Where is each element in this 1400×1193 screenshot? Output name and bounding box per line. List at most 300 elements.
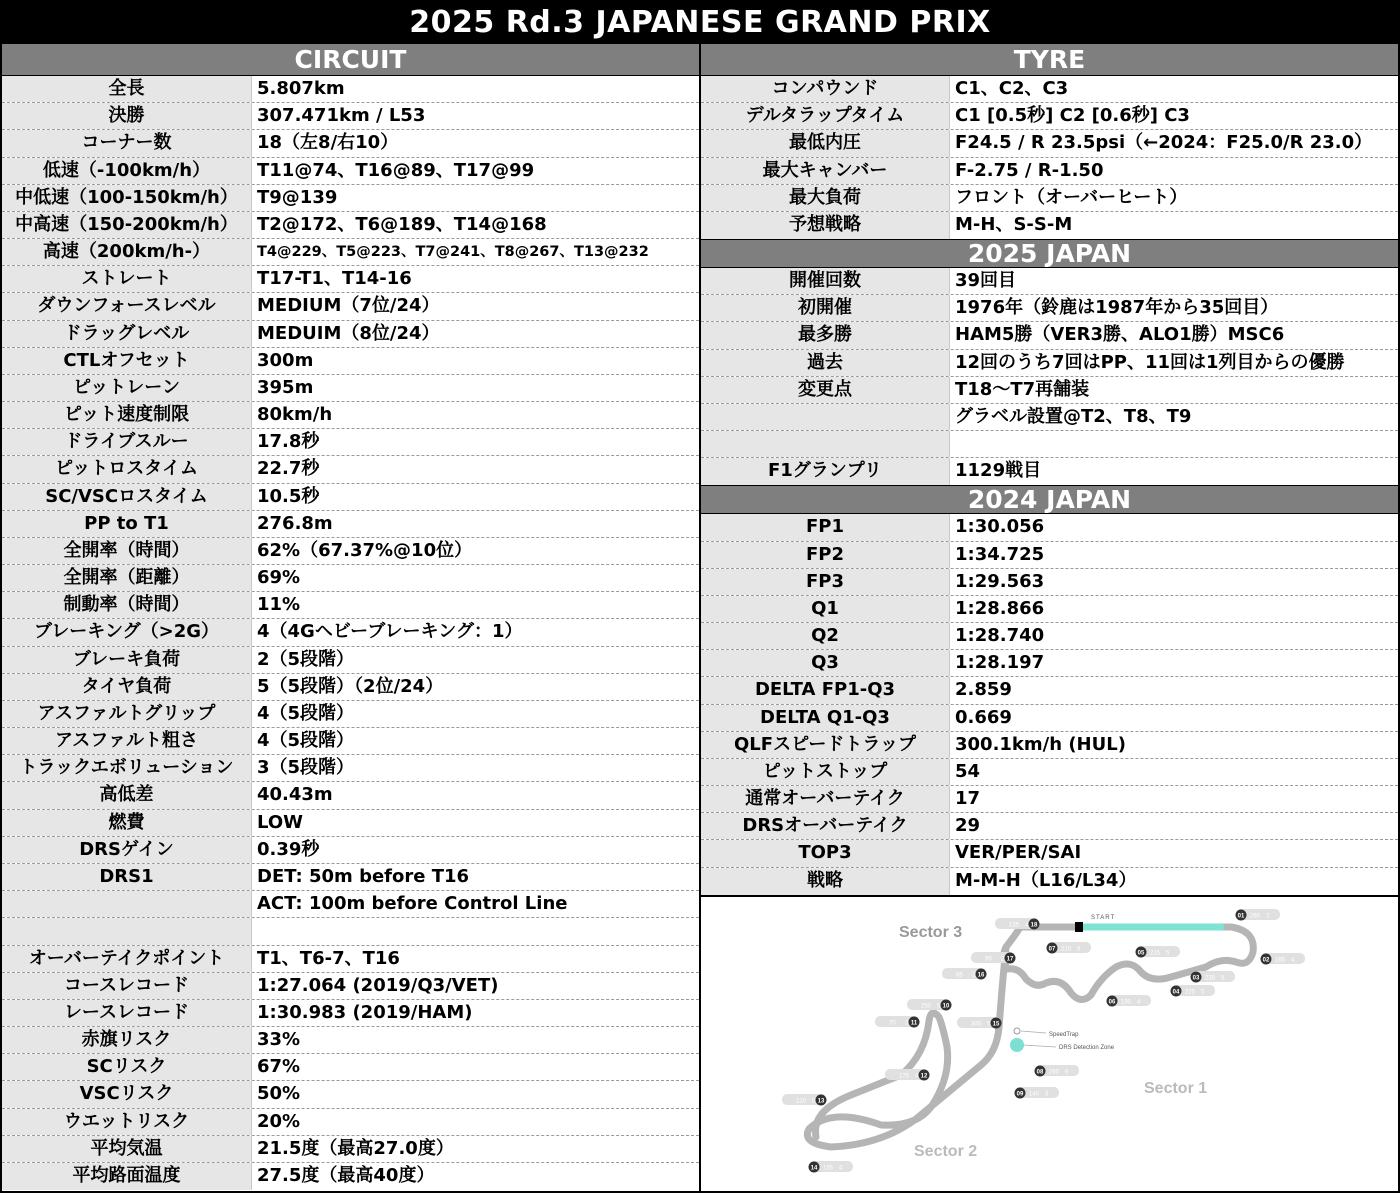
row-label: VSCリスク — [2, 1081, 252, 1107]
corner-label — [875, 1016, 920, 1028]
row-label: アスファルトグリップ — [2, 701, 252, 727]
row-label: DRSオーバーテイク — [701, 813, 950, 839]
row-value: 276.8m — [257, 512, 333, 534]
corner-gforce: 3 — [1045, 1091, 1049, 1098]
row-value: 17.8秒 — [257, 431, 320, 453]
corner-number: 12 — [920, 1073, 928, 1080]
table-row — [2, 1163, 699, 1190]
table-row — [701, 786, 1398, 813]
table-row — [2, 701, 699, 728]
corner-speed: 85 — [956, 972, 963, 979]
row-value: 5（5段階）（2位/24） — [257, 675, 444, 697]
corner-gforce: 5 — [812, 1098, 816, 1105]
row-value: 4（5段階） — [257, 702, 355, 724]
corner-label — [1236, 909, 1281, 921]
table-row — [701, 813, 1398, 840]
row-label: 全開率（距離） — [2, 565, 252, 591]
table-row — [2, 130, 699, 157]
table-row — [701, 212, 1398, 239]
row-value: 21.5度（最高27.0度） — [257, 1137, 454, 1159]
table-row — [2, 484, 699, 511]
row-value: T9@139 — [257, 186, 338, 208]
row-value: 10.5秒 — [257, 485, 320, 507]
row-label: SC/VSCロスタイム — [2, 484, 252, 510]
corner-speed: 190 — [1121, 999, 1132, 1006]
drs-zone-leader — [1023, 1045, 1056, 1047]
table-row — [2, 185, 699, 212]
table-row — [2, 239, 699, 266]
row-label: 中高速（150-200km/h） — [2, 212, 252, 238]
table-row — [2, 592, 699, 619]
corner-gforce: 4 — [839, 1165, 843, 1172]
table-row — [2, 782, 699, 809]
row-value: 20% — [257, 1110, 301, 1132]
row-label: 高速（200km/h-） — [2, 239, 252, 265]
table-row — [2, 212, 699, 239]
table-row — [2, 1081, 699, 1108]
corner-number: 18 — [1030, 922, 1038, 929]
row-label: PP to T1 — [2, 511, 252, 537]
row-label: ピットレーン — [2, 375, 252, 401]
row-label: コーナー数 — [2, 130, 252, 156]
table-row — [2, 266, 699, 293]
row-label: F1グランプリ — [701, 458, 950, 485]
table-row — [2, 429, 699, 456]
row-label: トラックエボリューション — [2, 755, 252, 781]
corner-number: 09 — [1016, 1091, 1024, 1098]
table-row — [2, 1054, 699, 1081]
table-row — [701, 76, 1398, 103]
corner-label — [1035, 1065, 1080, 1077]
row-label: Q3 — [701, 650, 950, 676]
table-row — [2, 348, 699, 375]
row-label: 過去 — [701, 350, 950, 376]
row-label — [2, 918, 252, 944]
row-value: 12回のうち7回はPP、11回は1列目からの優勝 — [955, 351, 1345, 373]
table-row — [2, 1136, 699, 1163]
row-value: 18（左8/右10） — [257, 132, 399, 154]
table-row — [2, 103, 699, 130]
corner-number: 10 — [942, 1003, 950, 1010]
table-row — [701, 377, 1398, 404]
table-row — [701, 295, 1398, 322]
row-value — [252, 918, 699, 944]
corner-gforce: 3 — [905, 1020, 909, 1027]
row-value: 40.43m — [257, 784, 333, 806]
row-label: 予想戦略 — [701, 212, 950, 239]
corner-gforce: 4 — [1291, 957, 1295, 964]
row-label: 中低速（100-150km/h） — [2, 185, 252, 211]
corner-speed: 155 — [823, 1165, 834, 1172]
corner-number: 06 — [1108, 999, 1116, 1006]
row-label: ピットストップ — [701, 759, 950, 785]
info-panel — [701, 44, 1398, 1191]
row-value: 1:27.064 (2019/Q3/VET) — [257, 974, 499, 996]
row-label: ストレート — [2, 266, 252, 292]
row-value: グラベル設置@T2、T8、T9 — [955, 405, 1192, 427]
row-label: 通常オーバーテイク — [701, 786, 950, 812]
circuit-header: CIRCUIT — [2, 44, 699, 76]
row-value: T17-T1、T14-16 — [257, 268, 412, 290]
row-value: 29 — [955, 815, 981, 837]
row-label: ダウンフォースレベル — [2, 293, 252, 319]
corner-label — [907, 999, 952, 1011]
row-value: MEDIUM（7位/24） — [257, 295, 440, 317]
row-label: Q1 — [701, 596, 950, 622]
row-value: 300.1km/h (HUL) — [955, 733, 1126, 755]
table-row — [2, 375, 699, 402]
corner-speed: 175 — [899, 1073, 910, 1080]
row-value: T4@229、T5@223、T7@241、T8@267、T13@232 — [257, 244, 649, 261]
corner-gforce: 5 — [1077, 946, 1081, 953]
table-row — [2, 918, 699, 945]
row-label: QLFスピードトラップ — [701, 732, 950, 758]
row-label — [701, 431, 950, 457]
table-row — [2, 755, 699, 782]
row-value: T11@74、T16@89、T17@99 — [257, 159, 535, 181]
row-value: 22.7秒 — [257, 458, 320, 480]
row-value: T18〜T7再舗装 — [955, 378, 1090, 400]
row-value: 1:34.725 — [955, 543, 1045, 565]
table-row — [701, 840, 1398, 867]
corner-label — [885, 1069, 930, 1081]
sector-3-label: Sector 3 — [899, 923, 963, 941]
corner-number: 15 — [992, 1021, 1000, 1028]
row-label: FP3 — [701, 569, 950, 595]
corner-speed: 300 — [971, 1021, 982, 1028]
corner-speed: 230 — [1205, 975, 1216, 982]
row-label: 全開率（時間） — [2, 538, 252, 564]
corner-gforce: 5 — [1221, 975, 1225, 982]
row-value: T2@172、T6@189、T14@168 — [257, 213, 547, 235]
row-value: 1:28.866 — [955, 597, 1045, 619]
row-label: タイヤ負荷 — [2, 674, 252, 700]
row-value: F24.5 / R 23.5psi（←2024：F25.0/R 23.0） — [955, 132, 1373, 154]
speed-trap-marker — [1010, 1038, 1024, 1052]
corner-label — [782, 1094, 827, 1106]
row-value: T1、T6-7、T16 — [257, 947, 400, 969]
row-value: 50% — [257, 1083, 301, 1105]
sector-2-label: Sector 2 — [914, 1142, 978, 1160]
row-value: 17 — [955, 788, 981, 810]
table-row — [2, 674, 699, 701]
row-label: 戦略 — [701, 868, 950, 895]
table-row — [701, 458, 1398, 485]
table-row — [701, 732, 1398, 759]
row-label: FP2 — [701, 542, 950, 568]
track-outline — [807, 927, 1253, 1147]
corner-number: 11 — [910, 1020, 918, 1027]
corner-speed: 70 — [889, 1020, 896, 1027]
row-value: 300m — [257, 349, 314, 371]
corner-number: 13 — [817, 1098, 825, 1105]
row-label: DELTA Q1-Q3 — [701, 705, 950, 731]
table-row — [2, 619, 699, 646]
row-value: 1129戦目 — [955, 460, 1042, 482]
corner-speed: 250 — [921, 1003, 932, 1010]
row-label: 決勝 — [2, 103, 252, 129]
corner-gforce: 5 — [1166, 950, 1170, 957]
row-label: コースレコード — [2, 973, 252, 999]
table-row — [701, 705, 1398, 732]
corner-label — [1107, 995, 1152, 1007]
tyre-table — [701, 76, 1398, 239]
circuit-panel — [2, 44, 701, 1191]
corner-label — [957, 1017, 1002, 1029]
table-row — [701, 569, 1398, 596]
japan-2025-table — [701, 268, 1398, 485]
row-label: 最大負荷 — [701, 185, 950, 211]
row-label: オーバーテイクポイント — [2, 946, 252, 972]
circuit-map — [701, 895, 1398, 1191]
corner-number: 16 — [977, 972, 985, 979]
japan-2025-header: 2025 JAPAN — [701, 239, 1398, 268]
row-label: 燃費 — [2, 810, 252, 836]
table-row — [2, 293, 699, 320]
row-value: 1:28.197 — [955, 652, 1045, 674]
row-label: 最多勝 — [701, 322, 950, 348]
row-value: 2（5段階） — [257, 648, 355, 670]
corner-label — [809, 1161, 854, 1173]
row-label: DELTA FP1-Q3 — [701, 677, 950, 703]
row-label: 赤旗リスク — [2, 1027, 252, 1053]
row-value: MEDUIM（8位/24） — [257, 322, 440, 344]
row-value: F-2.75 / R-1.50 — [955, 159, 1104, 181]
table-row — [2, 321, 699, 348]
row-value: ACT: 100m before Control Line — [257, 893, 568, 915]
tyre-header: TYRE — [701, 44, 1398, 76]
row-value: 54 — [955, 760, 981, 782]
corner-gforce: 4 — [1137, 999, 1141, 1006]
row-value: 2.859 — [955, 679, 1012, 701]
row-label: DRSゲイン — [2, 837, 252, 863]
row-value: M-M-H（L16/L34） — [955, 869, 1137, 891]
row-label: CTLオフセット — [2, 348, 252, 374]
table-row — [2, 402, 699, 429]
table-row — [701, 322, 1398, 349]
corner-gforce: 4 — [915, 1073, 919, 1080]
table-row — [2, 837, 699, 864]
row-label: 最大キャンバー — [701, 158, 950, 184]
corner-speed: 95 — [985, 956, 992, 963]
row-label — [701, 404, 950, 430]
row-value: 395m — [257, 376, 314, 398]
corner-label — [1015, 1087, 1060, 1099]
speed-trap-leader — [1021, 1031, 1046, 1033]
corner-label — [1191, 971, 1236, 983]
speed-trap-label: SpeedTrap — [1049, 1031, 1079, 1038]
row-label: 開催回数 — [701, 268, 950, 294]
row-value: 1:30.983 (2019/HAM) — [257, 1001, 473, 1023]
corner-number: 14 — [810, 1165, 818, 1172]
row-label: 全長 — [2, 76, 252, 102]
row-value: DET: 50m before T16 — [257, 865, 470, 887]
corner-gforce: 7 — [1266, 913, 1270, 920]
row-label: DRS1 — [2, 864, 252, 890]
table-row — [2, 511, 699, 538]
table-row — [701, 185, 1398, 212]
corner-gforce: 2 — [1001, 956, 1005, 963]
row-value: LOW — [257, 811, 303, 833]
row-value: フロント（オーバーヒート） — [955, 186, 1188, 208]
row-value: 0.669 — [955, 706, 1012, 728]
corner-gforce: 5 — [1201, 989, 1205, 996]
table-row — [701, 268, 1398, 295]
row-value: 62%（67.37%@10位） — [257, 539, 473, 561]
row-label: 平均気温 — [2, 1136, 252, 1162]
track-map-svg — [701, 897, 1398, 1191]
table-row — [701, 514, 1398, 541]
table-row — [2, 456, 699, 483]
japan-2024-table — [701, 514, 1398, 894]
corner-speed: 215 — [1150, 950, 1161, 957]
corner-number: 03 — [1192, 975, 1200, 982]
corner-speed: 265 — [1250, 913, 1261, 920]
drs-zone-label: DRS Detection Zone — [1059, 1044, 1115, 1051]
table-row — [2, 891, 699, 918]
row-value: 27.5度（最高40度） — [257, 1164, 435, 1186]
table-row — [701, 130, 1398, 157]
row-value: 3（5段階） — [257, 757, 355, 779]
table-row — [2, 1027, 699, 1054]
table-row — [2, 158, 699, 185]
circuit-table — [2, 76, 699, 1190]
table-row — [701, 596, 1398, 623]
row-label: アスファルト粗さ — [2, 728, 252, 754]
corner-speed: 260 — [1049, 1069, 1060, 1076]
row-label: SCリスク — [2, 1054, 252, 1080]
table-row — [701, 542, 1398, 569]
table-row — [701, 350, 1398, 377]
row-value: 1:29.563 — [955, 570, 1045, 592]
row-label: 変更点 — [701, 377, 950, 403]
corner-labels — [782, 909, 1305, 1173]
corner-number: 01 — [1237, 913, 1245, 920]
table-row — [701, 431, 1398, 458]
corner-label — [1136, 946, 1181, 958]
corner-number: 02 — [1262, 957, 1270, 964]
row-label: ブレーキング（>2G） — [2, 619, 252, 645]
corner-speed: 210 — [1061, 946, 1072, 953]
corner-number: 05 — [1137, 950, 1145, 957]
start-checker — [1075, 922, 1083, 932]
table-row — [2, 76, 699, 103]
row-value: 1976年（鈴鹿は1987年から35回目） — [955, 297, 1279, 319]
corner-number: 04 — [1172, 989, 1180, 996]
corner-number: 17 — [1006, 956, 1014, 963]
row-label: 最低内圧 — [701, 130, 950, 156]
row-value: 1:30.056 — [955, 516, 1045, 538]
start-label: START — [1091, 914, 1116, 921]
table-row — [2, 538, 699, 565]
row-label: デルタラップタイム — [701, 103, 950, 129]
row-value: 67% — [257, 1056, 301, 1078]
row-label: レースレコード — [2, 1000, 252, 1026]
corner-speed: 165 — [1275, 957, 1286, 964]
row-value: 4（5段階） — [257, 730, 355, 752]
row-label: Q2 — [701, 623, 950, 649]
row-label: ドラッグレベル — [2, 321, 252, 347]
table-row — [701, 404, 1398, 431]
row-label: 初開催 — [701, 295, 950, 321]
row-value: 39回目 — [955, 270, 1017, 292]
row-value: 0.39秒 — [257, 838, 320, 860]
row-label: ドライブスルー — [2, 429, 252, 455]
table-row — [2, 1109, 699, 1136]
table-row — [701, 103, 1398, 130]
row-label — [2, 891, 252, 917]
row-value: VER/PER/SAI — [955, 842, 1082, 864]
corner-label — [1047, 942, 1092, 954]
table-row — [701, 158, 1398, 185]
corner-label — [971, 952, 1016, 964]
table-row — [701, 623, 1398, 650]
row-value: 69% — [257, 567, 301, 589]
speed-trap-dot — [1014, 1028, 1020, 1034]
row-value: C1、C2、C3 — [955, 78, 1069, 99]
page-title: 2025 Rd.3 JAPANESE GRAND PRIX — [2, 2, 1398, 44]
corner-label — [942, 968, 987, 980]
row-value: 307.471km / L53 — [257, 105, 426, 127]
table-row — [701, 650, 1398, 677]
row-value: HAM5勝（VER3勝、ALO1勝）MSC6 — [955, 324, 1285, 346]
corner-number: 08 — [1036, 1069, 1044, 1076]
corner-speed: 225 — [1185, 989, 1196, 996]
table-row — [701, 759, 1398, 786]
corner-label — [1171, 985, 1216, 997]
row-label: ブレーキ負荷 — [2, 647, 252, 673]
corner-gforce: 6 — [1065, 1069, 1069, 1076]
row-label: 制動率（時間） — [2, 592, 252, 618]
row-value — [950, 431, 1398, 457]
row-label: コンパウンド — [701, 76, 950, 102]
corner-gforce: 5 — [937, 1003, 941, 1010]
row-label: ピットロスタイム — [2, 456, 252, 482]
row-label: ピット速度制限 — [2, 402, 252, 428]
row-label: TOP3 — [701, 840, 950, 866]
row-value: M-H、S-S-M — [955, 213, 1073, 235]
table-row — [2, 810, 699, 837]
table-row — [701, 868, 1398, 895]
row-value: 4（4Gヘビーブレーキング：1） — [257, 621, 523, 643]
row-value: 5.807km — [257, 78, 345, 99]
corner-number: 07 — [1048, 946, 1056, 953]
sector-1-label: Sector 1 — [1144, 1079, 1208, 1097]
table-row — [2, 946, 699, 973]
row-value: 80km/h — [257, 404, 333, 426]
corner-gforce: 4 — [1025, 922, 1029, 929]
row-value: C1 [0.5秒] C2 [0.6秒] C3 — [955, 105, 1190, 127]
table-row — [701, 677, 1398, 704]
row-label: ウエットリスク — [2, 1109, 252, 1135]
row-label: 低速（-100km/h） — [2, 158, 252, 184]
corner-speed: 135 — [1009, 922, 1020, 929]
corner-gforce: 2 — [972, 972, 976, 979]
table-row — [2, 973, 699, 1000]
table-row — [2, 864, 699, 891]
row-label: FP1 — [701, 514, 950, 540]
corner-label — [995, 918, 1040, 930]
row-value: 1:28.740 — [955, 625, 1045, 647]
corner-gforce: 5 — [987, 1021, 991, 1028]
table-row — [2, 1000, 699, 1027]
corner-speed: 140 — [1029, 1091, 1040, 1098]
table-row — [2, 647, 699, 674]
row-label: 高低差 — [2, 782, 252, 808]
corner-label — [1261, 953, 1306, 965]
row-value: 11% — [257, 594, 301, 616]
table-row — [2, 728, 699, 755]
